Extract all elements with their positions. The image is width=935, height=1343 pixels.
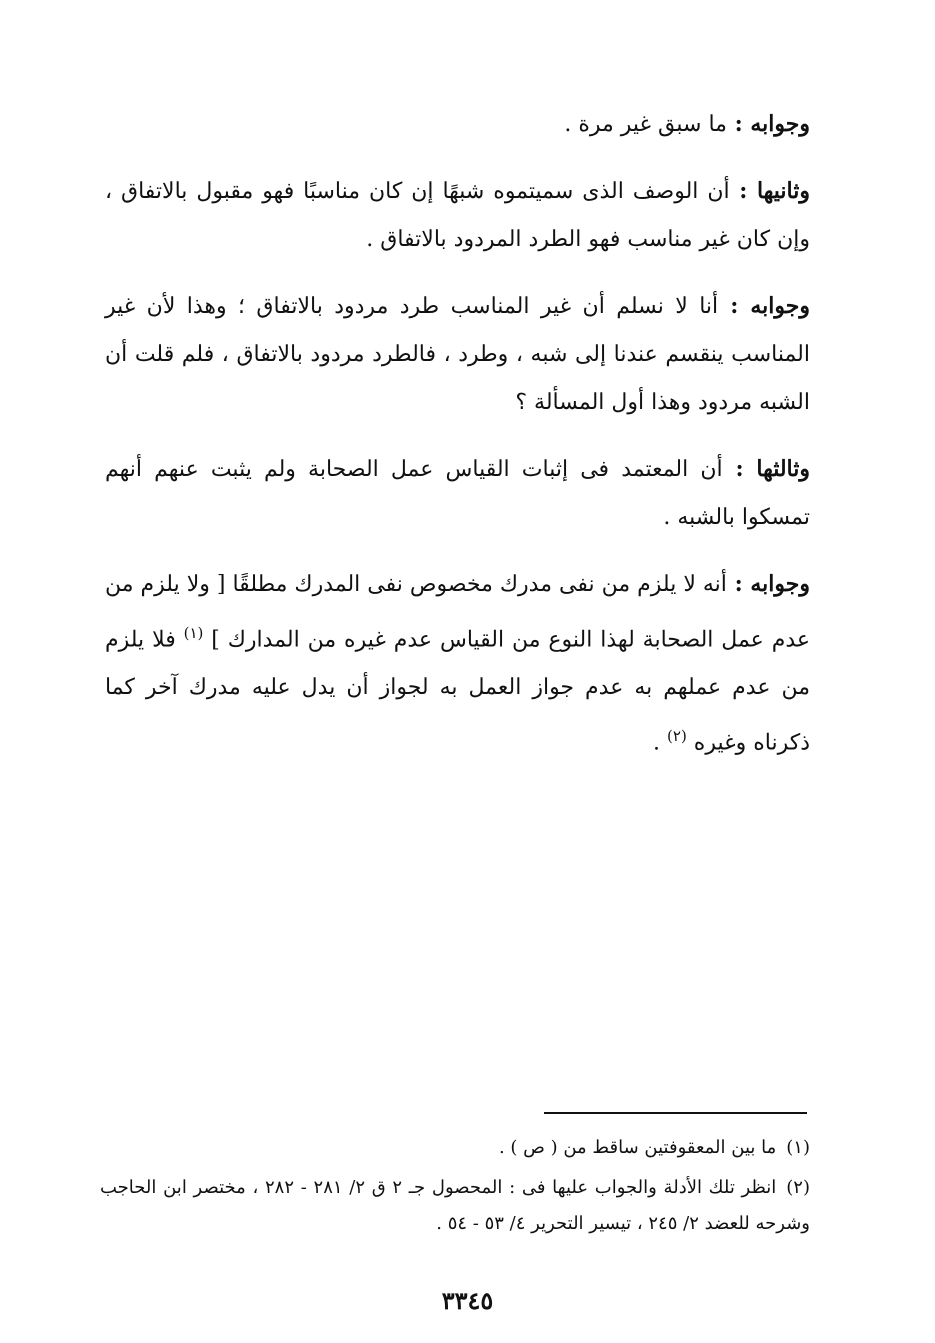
footnote-2	[100, 1170, 810, 1242]
paragraph-lead: وثانيها :	[729, 178, 810, 204]
footnote-reference-2: (٢)	[667, 727, 687, 746]
paragraph-lead: وثالثها :	[722, 456, 811, 482]
paragraph-text: فلا يلزم من عدم عملهم به عدم جواز العمل به لجواز أن يدل عليه مدرك آخر كما ذكرناه وغيره	[105, 627, 810, 756]
footnote-text: ما بين المعقوفتين ساقط من ( ص ) .	[498, 1137, 777, 1158]
paragraph-text: أن المعتمد فى إثبات القياس عمل الصحابة ولم يثبت عنهم أنهم تمسكوا بالشبه .	[105, 457, 810, 530]
paragraph-3	[105, 282, 810, 427]
paragraph-4	[105, 445, 810, 542]
body-text	[105, 100, 810, 786]
paragraph-text: أنا لا نسلم أن غير المناسب طرد مردود بالاتفاق ؛ وهذا لأن غير المناسب ينقسم عندنا إلى شبه ، وطرد ، فالطرد مردود بالاتفاق ، فلم قلت أن الشبه مردود وهذا أول المسألة ؟	[105, 294, 810, 415]
footnote-1	[100, 1130, 810, 1166]
paragraph-lead: وجوابه :	[726, 111, 810, 137]
footnote-marker: (٢)	[786, 1177, 810, 1198]
paragraph-text: ما سبق غير مرة .	[564, 112, 727, 137]
footnotes	[100, 1130, 810, 1246]
paragraph-1	[105, 100, 810, 149]
paragraph-lead: وجوابه :	[726, 571, 810, 597]
footnote-marker: (١)	[786, 1137, 810, 1158]
paragraph-lead: وجوابه :	[718, 293, 811, 319]
paragraph-text: أنه لا يلزم من نفى مدرك مخصوص نفى المدرك مطلقًا [ ولا يلزم من عدم عمل الصحابة لهذا النوع من القياس عدم غيره من المدارك ]	[105, 572, 810, 653]
footnote-divider	[544, 1112, 807, 1114]
paragraph-text: أن الوصف الذى سميتموه شبهًا إن كان مناسبًا فهو مقبول بالاتفاق ، وإن كان غير مناسب فهو الطرد المردود بالاتفاق .	[105, 179, 810, 252]
page-number: ٣٣٤٥	[441, 1286, 494, 1315]
footnote-reference-1: (١)	[183, 624, 204, 642]
paragraph-text: .	[653, 730, 668, 756]
paragraph-5	[105, 560, 810, 768]
footnote-text: انظر تلك الأدلة والجواب عليها فى : المحصول جـ ٢ ق ٢/ ٢٨١ - ٢٨٢ ، مختصر ابن الحاجب وشرحه للعضد ٢/ ٢٤٥ ، تيسير التحرير ٤/ ٥٣ - ٥٤ .	[100, 1177, 810, 1234]
paragraph-2	[105, 167, 810, 264]
